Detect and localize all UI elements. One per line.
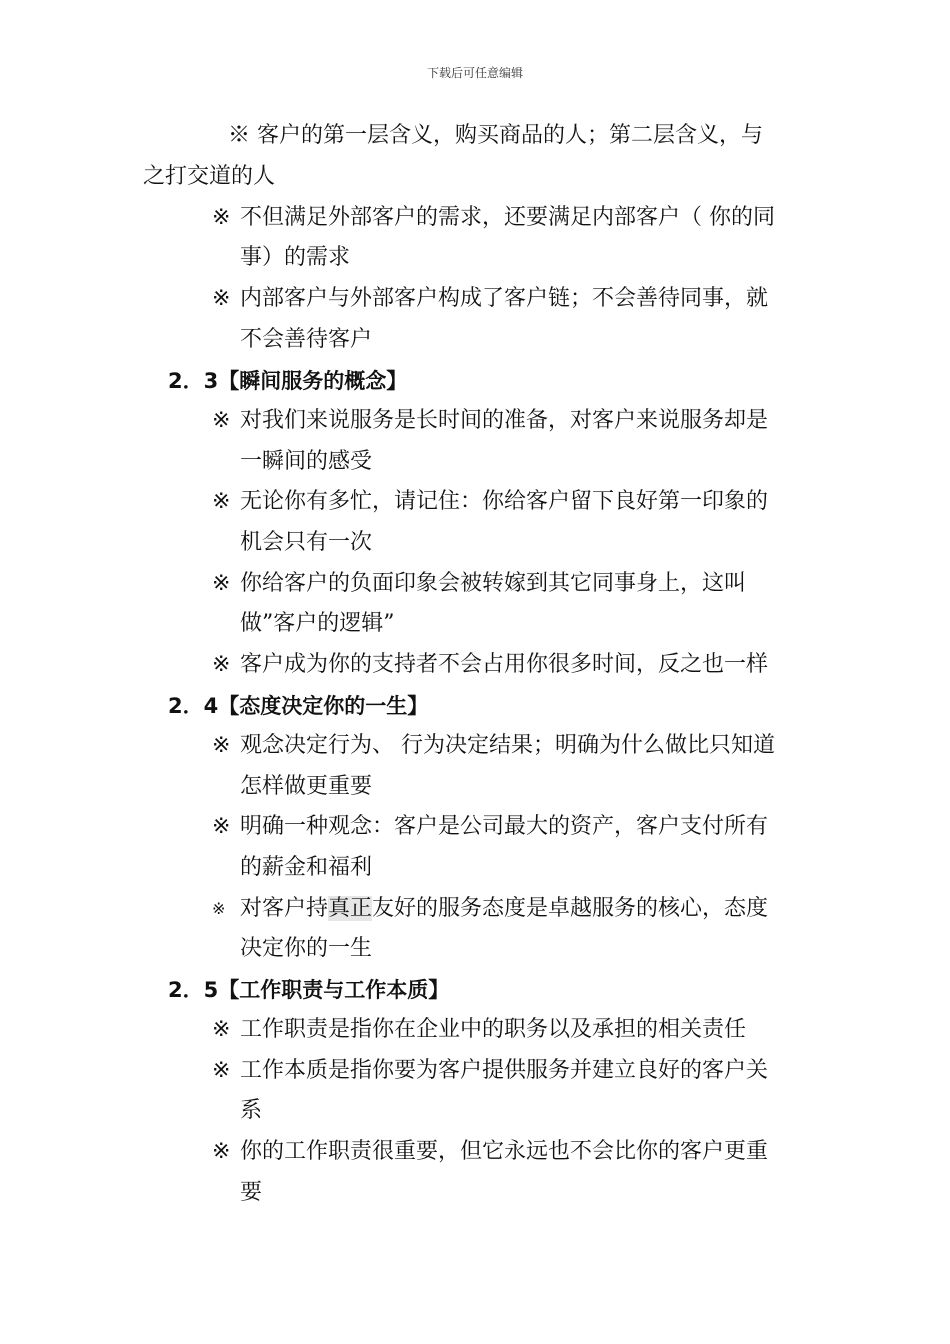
bullet-text-cont: 一瞬间的感受 (240, 449, 373, 474)
bullet-mark: ※ (212, 1058, 231, 1083)
bullet-text-cont: 怎样做更重要 (240, 774, 373, 799)
bullet-mark: ※ (212, 814, 231, 839)
bullet-text: 你给客户的负面印象会被转嫁到其它同事身上，这叫 (240, 571, 747, 596)
bullet-text: 内部客户与外部客户构成了客户链；不会善待同事，就 (240, 286, 769, 311)
bullet-text: 对我们来说服务是长时间的准备，对客户来说服务却是 (240, 408, 769, 433)
section-heading-2-5: 2．5【工作职责与工作本质】 (168, 978, 450, 1002)
bullet-text-cont: 的薪金和福利 (240, 855, 373, 880)
bullet-text-cont: 机会只有一次 (240, 530, 373, 555)
bullet-text: 工作本质是指你要为客户提供服务并建立良好的客户关 (240, 1058, 769, 1083)
bullet-text (240, 889, 768, 929)
bullet-text-cont: 不会善待客户 (240, 327, 373, 352)
bullet-text-cont: 要 (240, 1180, 263, 1205)
intro-line-1: ※ 客户的第一层含义，购买商品的人；第二层含义，与 (228, 123, 763, 148)
bullet-text: 观念决定行为、 行为决定结果；明确为什么做比只知道 (240, 733, 775, 758)
bullet-mark: ※ (212, 733, 231, 758)
bullet-text: 明确一种观念：客户是公司最大的资产，客户支付所有 (240, 814, 769, 839)
bullet-mark: ※ (212, 899, 226, 918)
bullet-mark: ※ (212, 489, 231, 514)
bullet-text-part: 对客户持 (240, 896, 329, 921)
bullet-text-cont: 做”客户的逻辑” (240, 611, 395, 636)
bullet-mark: ※ (212, 408, 231, 433)
bullet-mark: ※ (212, 205, 231, 230)
bullet-text-cont: 事）的需求 (240, 245, 351, 270)
bullet-text: 工作职责是指你在企业中的职务以及承担的相关责任 (240, 1017, 747, 1042)
bullet-mark: ※ (212, 652, 231, 677)
bullet-text: 你的工作职责很重要，但它永远也不会比你的客户更重 (240, 1139, 769, 1164)
section-heading-2-3: 2．3【瞬间服务的概念】 (168, 369, 408, 393)
page-header: 下载后可任意编辑 (426, 66, 523, 80)
bullet-mark: ※ (212, 1139, 231, 1164)
bullet-text: 无论你有多忙，请记住：你给客户留下良好第一印象的 (240, 489, 769, 514)
section-heading-2-4: 2．4【态度决定你的一生】 (168, 694, 429, 718)
highlighted-text: 真正 (328, 896, 373, 921)
bullet-mark: ※ (212, 286, 231, 311)
bullet-mark: ※ (212, 1017, 231, 1042)
bullet-text-cont: 决定你的一生 (240, 936, 373, 961)
bullet-text: 不但满足外部客户的需求，还要满足内部客户（ 你的同 (240, 205, 775, 230)
bullet-mark: ※ (212, 571, 231, 596)
bullet-text-part: 友好的服务态度是卓越服务的核心，态度 (372, 896, 769, 921)
bullet-text-cont: 系 (240, 1098, 263, 1123)
bullet-text: 客户成为你的支持者不会占用你很多时间，反之也一样 (240, 652, 769, 677)
intro-line-2: 之打交道的人 (143, 164, 276, 189)
